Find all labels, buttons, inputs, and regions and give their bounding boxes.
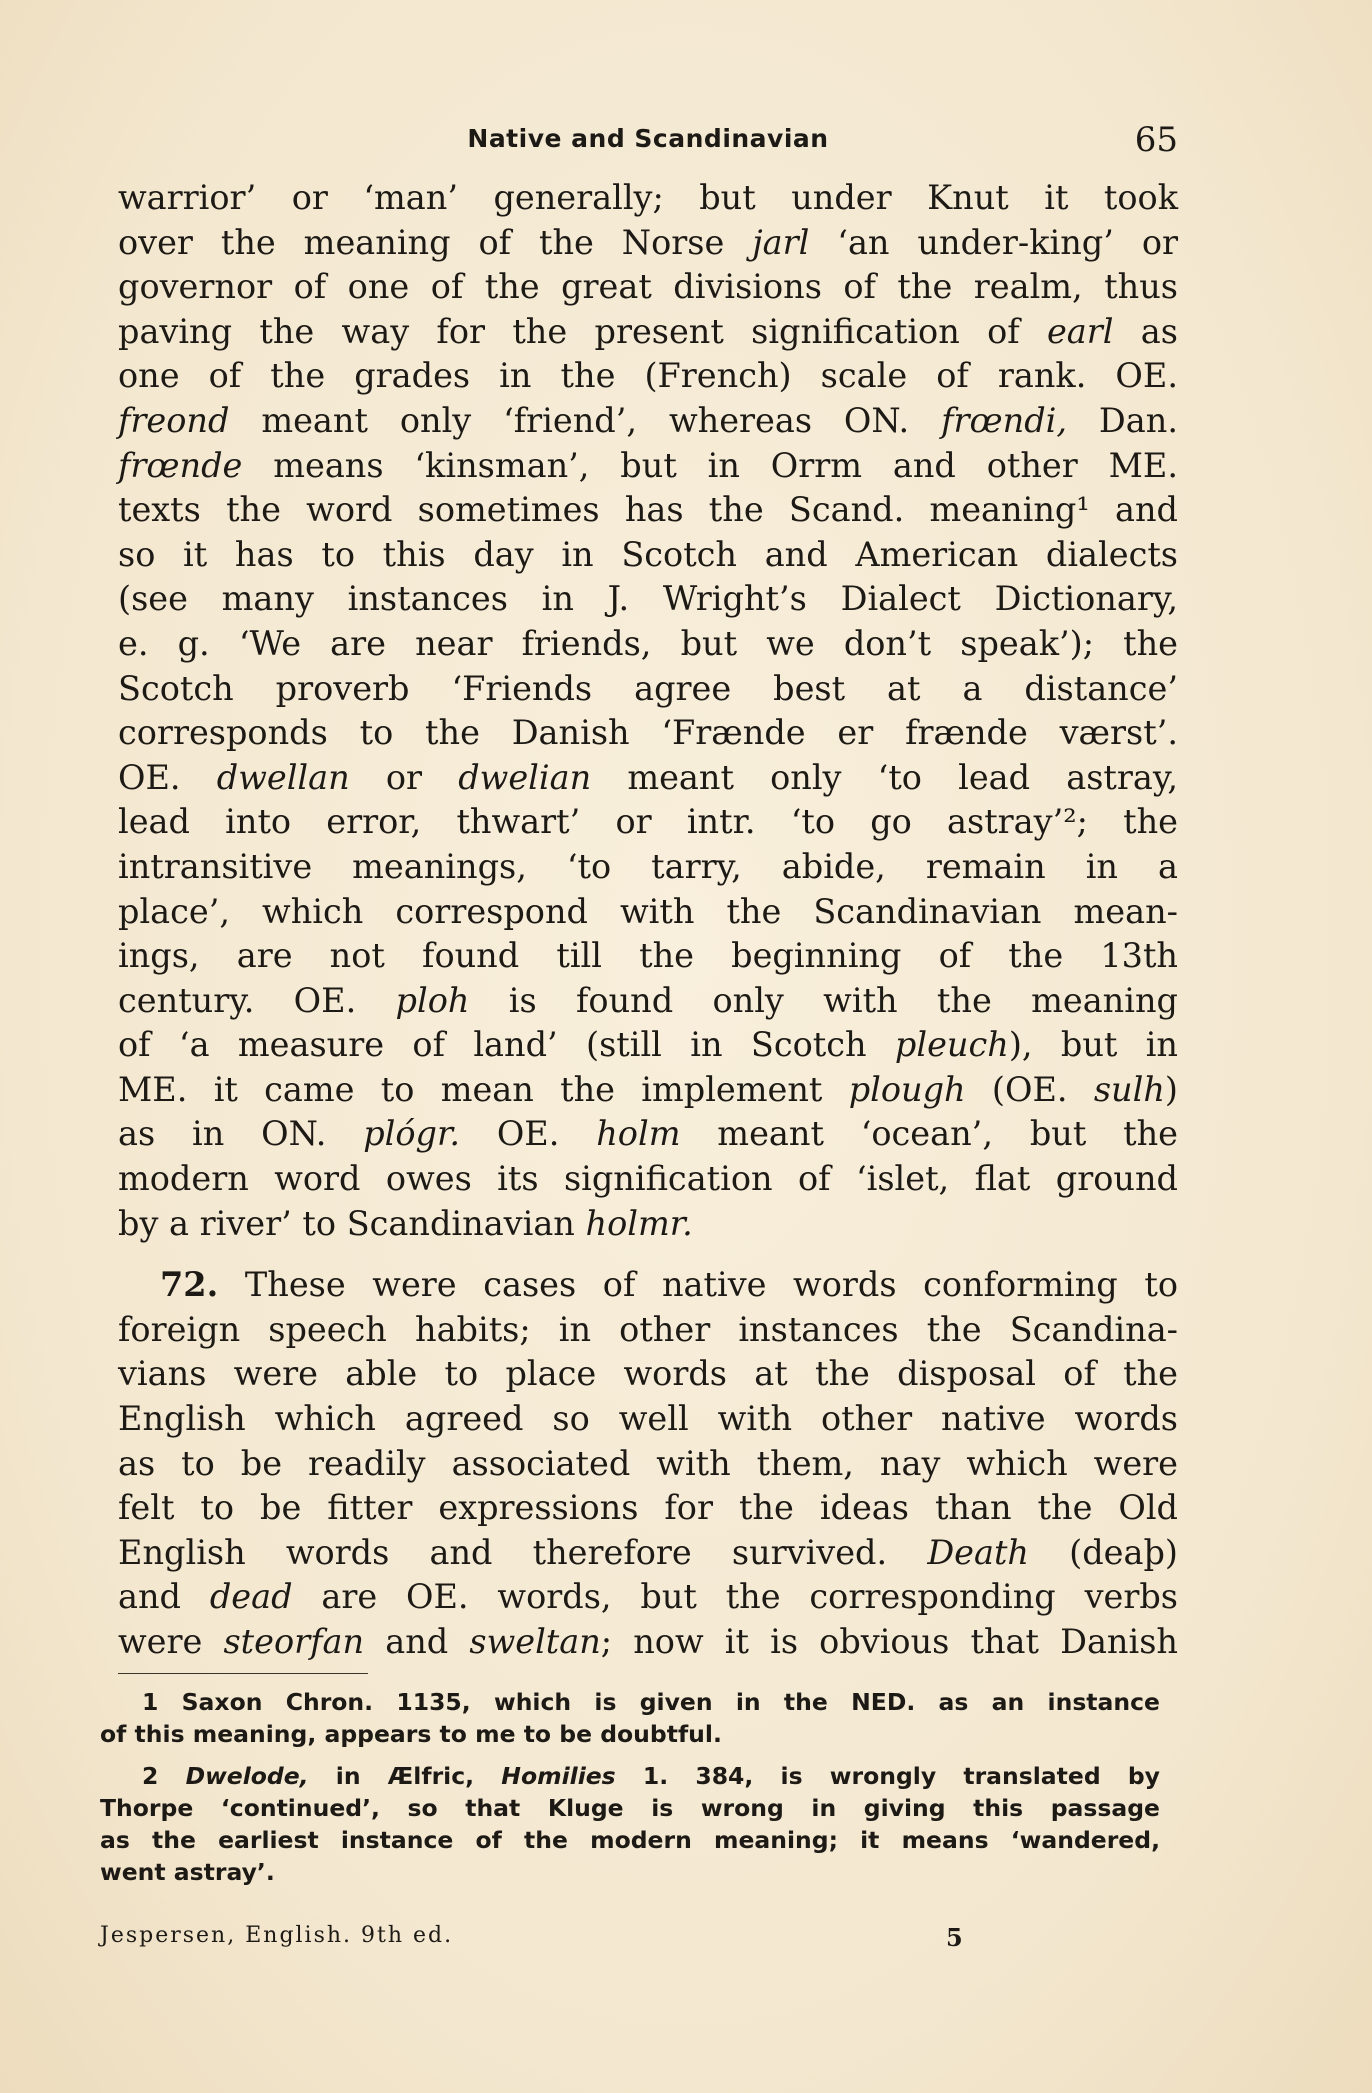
- running-header: [118, 120, 1178, 164]
- text-line: [118, 1157, 1178, 1202]
- text-line: [118, 1068, 1178, 1113]
- italic-term: freond: [118, 400, 230, 440]
- text-run: (deaþ): [1029, 1532, 1178, 1572]
- text-run: foreign speech habits; in other instances the Scandina-: [118, 1309, 1178, 1349]
- text-run: meant only ‘friend’, whereas ON.: [229, 400, 942, 440]
- text-run: lead into error, thwart’ or intr. ‘to go astray’²; the: [118, 802, 1178, 842]
- text-line: [118, 1531, 1178, 1576]
- text-run: paving the way for the present signification of: [118, 311, 1047, 351]
- text-run: so it has to this day in Scotch and American dialects: [118, 534, 1178, 574]
- italic-term: pleuch: [894, 1025, 1009, 1065]
- text-line: [118, 1352, 1178, 1397]
- text-run: in Ælfric,: [308, 1762, 502, 1790]
- text-run: English words and therefore survived.: [118, 1532, 928, 1572]
- text-line: [118, 176, 1178, 221]
- text-run: 1 Saxon Chron. 1135, which is given in the NED. as an instance: [142, 1688, 1160, 1716]
- text-line: [118, 667, 1178, 712]
- italic-term: dead: [209, 1577, 293, 1617]
- text-run: and: [364, 1622, 470, 1661]
- text-run: means ‘kinsman’, but in Orrm and other ME.: [242, 445, 1178, 485]
- signature-number: 5: [946, 1923, 963, 1952]
- text-run: warrior’ or ‘man’ generally; but under Knut it took: [118, 178, 1178, 217]
- text-run: are OE. words, but the corresponding verbs: [292, 1577, 1178, 1617]
- running-title: Native and Scandinavian: [467, 124, 829, 153]
- section-number: 72.: [160, 1265, 219, 1305]
- text-run: e. g. ‘We are near friends, but we don’t speak’); the: [118, 623, 1178, 663]
- italic-term: Homilies: [501, 1762, 616, 1790]
- text-line: [118, 1486, 1178, 1531]
- text-run: over the meaning of the Norse: [118, 222, 753, 262]
- text-line: [118, 399, 1178, 444]
- text-run: OE.: [118, 757, 217, 797]
- text-run: ings, are not found till the beginning of the 13th: [118, 936, 1178, 976]
- text-line: [118, 488, 1178, 533]
- italic-term: frœnde: [118, 445, 243, 485]
- text-run: corresponds to the Danish ‘Frænde er frænde værst’.: [118, 713, 1178, 753]
- text-line: [118, 1023, 1178, 1068]
- text-line: [118, 265, 1178, 310]
- text-run: meant ‘ocean’, but the: [680, 1114, 1178, 1154]
- text-run: or: [349, 757, 459, 797]
- text-run: by a river’ to Scandinavian: [118, 1203, 586, 1243]
- text-line: [118, 845, 1178, 890]
- text-run: ): [1164, 1069, 1178, 1109]
- text-line: [118, 1112, 1178, 1157]
- text-run: of this meaning, appears to me to be doubtful.: [100, 1720, 722, 1748]
- text-run: These were cases of native words conforming to: [218, 1265, 1178, 1305]
- italic-term: holm: [596, 1114, 681, 1154]
- text-run: (see many instances in J. Wright’s Dialect Dictionary,: [118, 579, 1178, 619]
- text-line: [118, 1397, 1178, 1442]
- italic-term: Death: [927, 1532, 1030, 1572]
- text-run: as to be readily associated with them, nay which were: [118, 1443, 1178, 1483]
- italic-term: holmr.: [585, 1203, 693, 1243]
- text-line: [118, 577, 1178, 622]
- text-run: OE.: [460, 1114, 597, 1154]
- text-line: [118, 1620, 1178, 1665]
- text-line: [100, 1760, 1160, 1792]
- text-line: [118, 711, 1178, 756]
- text-line: [118, 1263, 1178, 1308]
- text-line: [118, 354, 1178, 399]
- text-run: ; now it is obvious that Danish: [600, 1622, 1178, 1661]
- text-line: [118, 1442, 1178, 1487]
- text-run: Dan.: [1067, 400, 1178, 440]
- text-run: 1. 384, is wrongly translated by: [615, 1762, 1160, 1790]
- text-run: 2: [142, 1762, 186, 1790]
- italic-term: earl: [1046, 311, 1114, 351]
- paragraph: [118, 1263, 1178, 1664]
- footnote: [100, 1760, 1160, 1888]
- text-line: [118, 533, 1178, 578]
- italic-term: jarl: [752, 222, 810, 262]
- paragraph: [118, 176, 1178, 1246]
- text-line: [100, 1686, 1160, 1718]
- footnotes: [100, 1686, 1160, 1888]
- signature-text: Jespersen, English. 9th ed.: [100, 1923, 454, 1948]
- italic-term: plógr.: [363, 1114, 460, 1154]
- italic-term: dwellan: [216, 757, 350, 797]
- text-run: intransitive meanings, ‘to tarry, abide, remain in a: [118, 846, 1178, 886]
- text-run: century. OE.: [118, 980, 396, 1020]
- text-run: went astray’.: [100, 1858, 275, 1886]
- text-line: [118, 622, 1178, 667]
- text-run: of ‘a measure of land’ (still in Scotch: [118, 1025, 895, 1065]
- text-line: [100, 1824, 1160, 1856]
- italic-term: plough: [848, 1069, 966, 1109]
- text-line: [118, 890, 1178, 935]
- text-run: governor of one of the great divisions of the realm, thus: [118, 267, 1178, 307]
- footnote: [100, 1686, 1160, 1750]
- italic-term: sweltan: [469, 1622, 601, 1661]
- text-run: (OE.: [965, 1069, 1094, 1109]
- text-line: [118, 979, 1178, 1024]
- text-line: [100, 1856, 1160, 1888]
- text-run: were: [118, 1622, 224, 1661]
- body-text: [118, 176, 1178, 1665]
- italic-term: steorfan: [223, 1622, 365, 1661]
- text-line: [118, 1575, 1178, 1620]
- text-run: and: [118, 1577, 210, 1617]
- printer-signature: [100, 1923, 1160, 1957]
- text-line: [118, 934, 1178, 979]
- text-line: [118, 310, 1178, 355]
- text-line: [100, 1718, 1160, 1750]
- text-run: is found only with the meaning: [469, 980, 1178, 1020]
- text-run: as: [1113, 311, 1178, 351]
- text-line: [100, 1792, 1160, 1824]
- text-line: [118, 800, 1178, 845]
- italic-term: sulh: [1093, 1069, 1165, 1109]
- text-run: felt to be fitter expressions for the ideas than the Old: [118, 1488, 1178, 1528]
- page-number: 65: [1134, 120, 1178, 160]
- text-run: as the earliest instance of the modern meaning; it means ‘wandered,: [100, 1826, 1160, 1854]
- text-run: vians were able to place words at the disposal of the: [118, 1354, 1178, 1394]
- italic-term: frœndi,: [941, 400, 1068, 440]
- text-run: ), but in: [1008, 1025, 1178, 1065]
- text-line: [118, 444, 1178, 489]
- text-run: English which agreed so well with other native words: [118, 1399, 1178, 1439]
- footnote-rule: [118, 1673, 368, 1674]
- text-run: Thorpe ‘continued’, so that Kluge is wrong in giving this passage: [100, 1794, 1160, 1822]
- text-run: texts the word sometimes has the Scand. meaning¹ and: [118, 490, 1178, 530]
- text-run: Scotch proverb ‘Friends agree best at a distance’: [118, 668, 1178, 708]
- italic-term: ploh: [395, 980, 470, 1020]
- text-line: [118, 1308, 1178, 1353]
- text-run: as in ON.: [118, 1114, 364, 1154]
- italic-term: dwelian: [458, 757, 592, 797]
- text-run: meant only ‘to lead astray,: [591, 757, 1178, 797]
- text-run: place’, which correspond with the Scandinavian mean-: [118, 891, 1178, 931]
- text-line: [118, 1202, 1178, 1247]
- text-run: modern word owes its signification of ‘islet, flat ground: [118, 1159, 1178, 1199]
- text-run: ME. it came to mean the implement: [118, 1069, 849, 1109]
- text-line: [118, 221, 1178, 266]
- italic-term: Dwelode,: [185, 1762, 309, 1790]
- text-run: one of the grades in the (French) scale of rank. OE.: [118, 356, 1178, 396]
- text-line: [118, 756, 1178, 801]
- text-run: ‘an under-king’ or: [809, 222, 1178, 262]
